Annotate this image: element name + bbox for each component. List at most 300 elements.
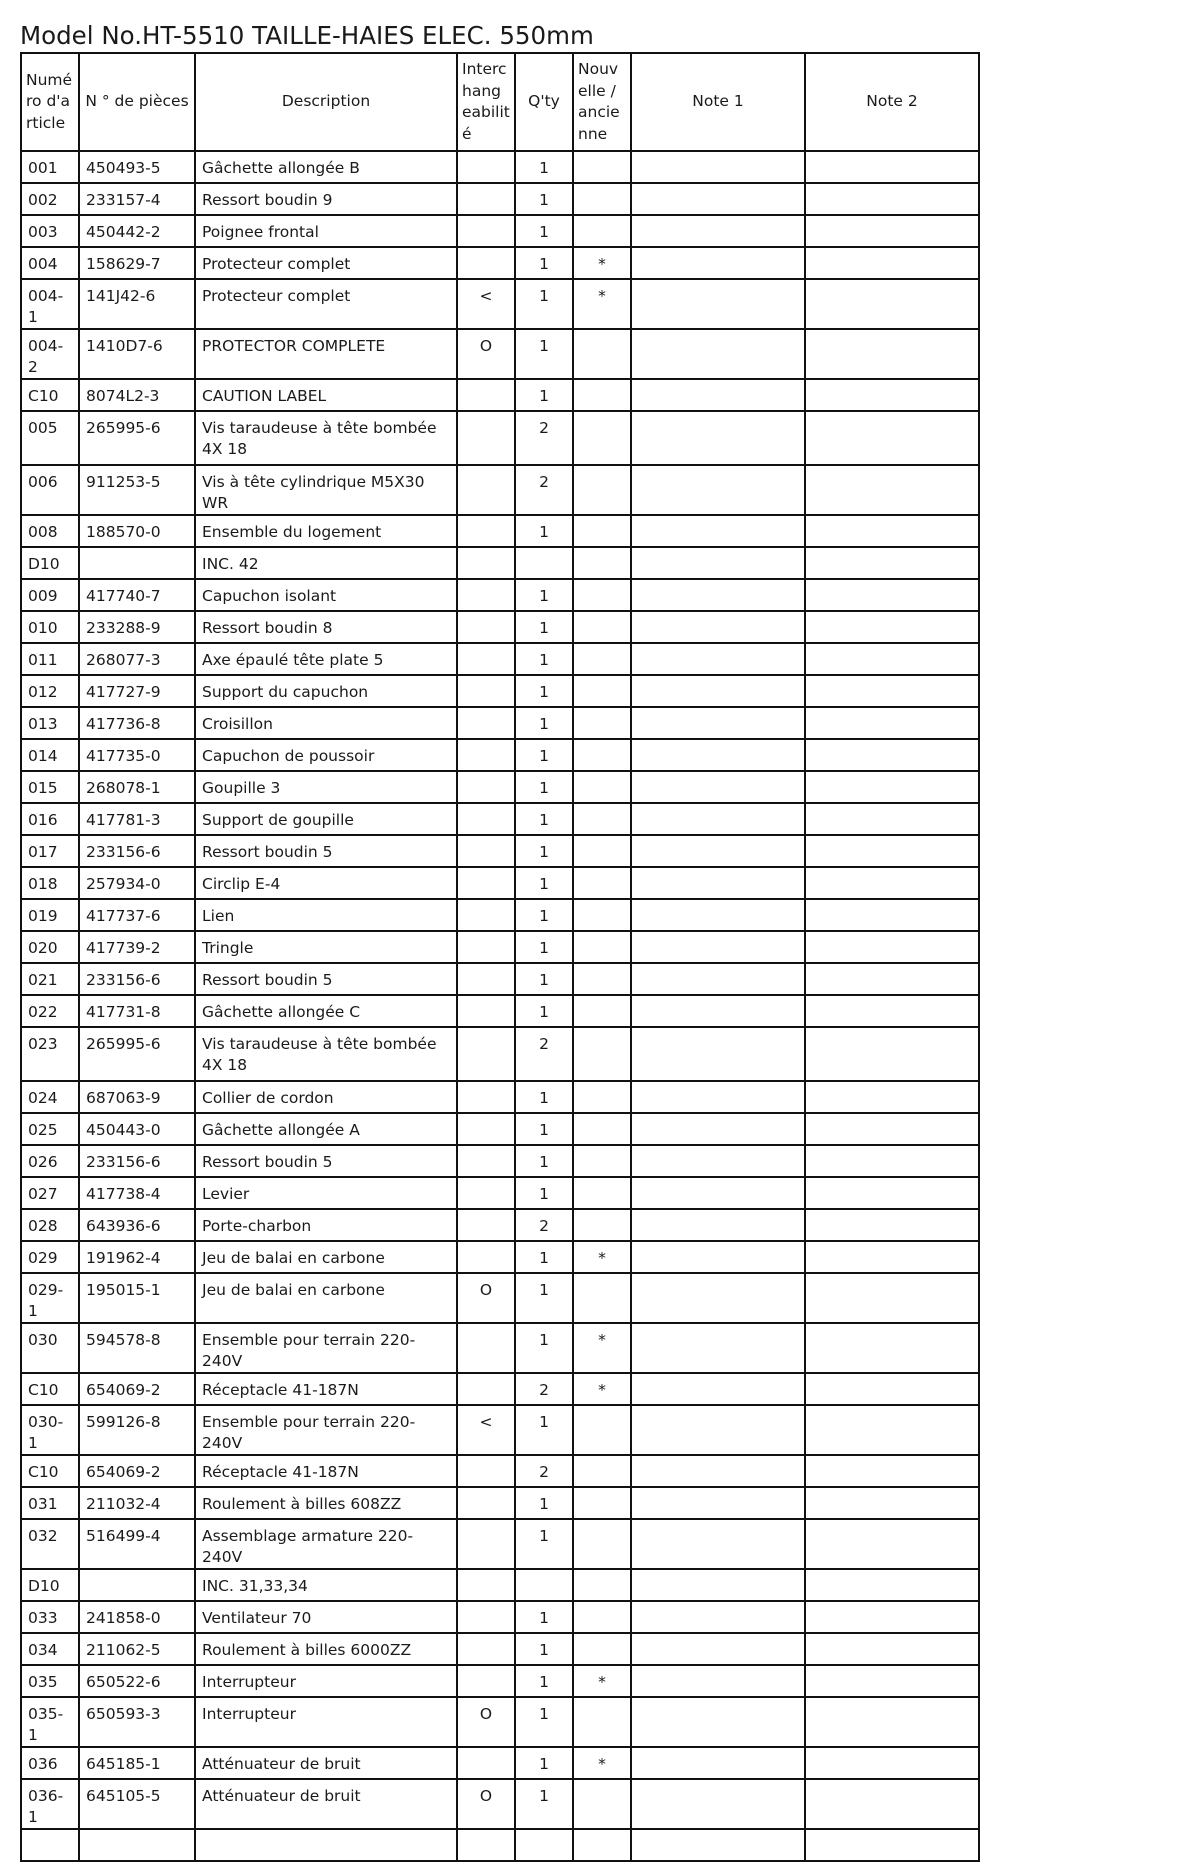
- table-row: [21, 1081, 979, 1113]
- cell-part-no: 687063-9: [79, 1081, 195, 1113]
- cell-qty: 1: [515, 1779, 573, 1829]
- cell-part-no: 417740-7: [79, 579, 195, 611]
- cell-part-no: [79, 1829, 195, 1861]
- cell-interchangeability: [457, 247, 515, 279]
- cell-note1: [631, 1373, 805, 1405]
- cell-item-no: 012: [21, 675, 79, 707]
- cell-description: Atténuateur de bruit: [195, 1747, 457, 1779]
- cell-new-old: [573, 1209, 631, 1241]
- cell-part-no: 450443-0: [79, 1113, 195, 1145]
- cell-item-no: 031: [21, 1487, 79, 1519]
- table-row: [21, 707, 979, 739]
- cell-note2: [805, 1081, 979, 1113]
- cell-new-old: [573, 1273, 631, 1323]
- cell-item-no: 006: [21, 465, 79, 515]
- cell-new-old: [573, 1829, 631, 1861]
- cell-part-no: [79, 547, 195, 579]
- cell-part-no: 268077-3: [79, 643, 195, 675]
- cell-description: Capuchon isolant: [195, 579, 457, 611]
- cell-description: Ensemble du logement: [195, 515, 457, 547]
- cell-qty: 2: [515, 1455, 573, 1487]
- cell-description: Ressort boudin 9: [195, 183, 457, 215]
- cell-note2: [805, 1665, 979, 1697]
- cell-note2: [805, 547, 979, 579]
- cell-note2: [805, 279, 979, 329]
- cell-note2: [805, 1829, 979, 1861]
- cell-note2: [805, 803, 979, 835]
- cell-note1: [631, 465, 805, 515]
- cell-qty: 1: [515, 867, 573, 899]
- cell-note1: [631, 771, 805, 803]
- cell-note2: [805, 1177, 979, 1209]
- cell-new-old: [573, 411, 631, 465]
- table-row: [21, 411, 979, 465]
- cell-interchangeability: [457, 1209, 515, 1241]
- cell-part-no: 654069-2: [79, 1455, 195, 1487]
- cell-interchangeability: [457, 515, 515, 547]
- cell-description: Ensemble pour terrain 220-240V: [195, 1323, 457, 1373]
- col-header-new-old: Nouv elle / ancie nne: [573, 53, 631, 151]
- cell-note1: [631, 151, 805, 183]
- cell-qty: 1: [515, 247, 573, 279]
- cell-note1: [631, 867, 805, 899]
- cell-item-no: 029: [21, 1241, 79, 1273]
- cell-note2: [805, 675, 979, 707]
- table-row: [21, 1145, 979, 1177]
- cell-qty: 1: [515, 183, 573, 215]
- cell-description: Roulement à billes 608ZZ: [195, 1487, 457, 1519]
- table-row: [21, 215, 979, 247]
- cell-note2: [805, 1455, 979, 1487]
- table-row: [21, 899, 979, 931]
- cell-qty: [515, 1569, 573, 1601]
- cell-part-no: 654069-2: [79, 1373, 195, 1405]
- cell-description: Lien: [195, 899, 457, 931]
- cell-interchangeability: [457, 183, 515, 215]
- cell-new-old: [573, 867, 631, 899]
- cell-interchangeability: [457, 411, 515, 465]
- table-row: [21, 329, 979, 379]
- cell-qty: 2: [515, 1373, 573, 1405]
- cell-new-old: [573, 1027, 631, 1081]
- cell-qty: 1: [515, 1113, 573, 1145]
- cell-item-no: 023: [21, 1027, 79, 1081]
- cell-new-old: [573, 931, 631, 963]
- cell-note2: [805, 931, 979, 963]
- cell-item-no: 035-1: [21, 1697, 79, 1747]
- cell-description: Collier de cordon: [195, 1081, 457, 1113]
- cell-qty: 1: [515, 1177, 573, 1209]
- table-row: [21, 1569, 979, 1601]
- cell-new-old: [573, 611, 631, 643]
- cell-note2: [805, 151, 979, 183]
- cell-description: Support de goupille: [195, 803, 457, 835]
- table-row: [21, 1323, 979, 1373]
- cell-note1: [631, 835, 805, 867]
- cell-qty: 1: [515, 835, 573, 867]
- cell-description: INC. 42: [195, 547, 457, 579]
- cell-new-old: [573, 1569, 631, 1601]
- cell-description: Poignee frontal: [195, 215, 457, 247]
- cell-interchangeability: [457, 899, 515, 931]
- cell-note1: [631, 899, 805, 931]
- cell-note1: [631, 675, 805, 707]
- cell-qty: 1: [515, 1633, 573, 1665]
- cell-interchangeability: [457, 1665, 515, 1697]
- cell-part-no: 417727-9: [79, 675, 195, 707]
- cell-note1: [631, 183, 805, 215]
- cell-interchangeability: [457, 739, 515, 771]
- cell-item-no: 018: [21, 867, 79, 899]
- cell-interchangeability: [457, 151, 515, 183]
- table-row: [21, 579, 979, 611]
- table-row: [21, 963, 979, 995]
- cell-part-no: 158629-7: [79, 247, 195, 279]
- cell-note2: [805, 707, 979, 739]
- cell-note2: [805, 1697, 979, 1747]
- cell-note1: [631, 643, 805, 675]
- cell-note2: [805, 867, 979, 899]
- cell-new-old: [573, 771, 631, 803]
- cell-interchangeability: [457, 611, 515, 643]
- cell-interchangeability: [457, 643, 515, 675]
- cell-part-no: 417737-6: [79, 899, 195, 931]
- cell-qty: 1: [515, 1519, 573, 1569]
- cell-part-no: 417731-8: [79, 995, 195, 1027]
- cell-interchangeability: [457, 1829, 515, 1861]
- cell-qty: 1: [515, 931, 573, 963]
- table-row: [21, 835, 979, 867]
- cell-part-no: 141J42-6: [79, 279, 195, 329]
- cell-note1: [631, 411, 805, 465]
- cell-qty: 2: [515, 1027, 573, 1081]
- cell-qty: [515, 547, 573, 579]
- cell-qty: 1: [515, 1487, 573, 1519]
- cell-item-no: 013: [21, 707, 79, 739]
- cell-qty: 1: [515, 995, 573, 1027]
- cell-qty: 2: [515, 1209, 573, 1241]
- cell-qty: 1: [515, 675, 573, 707]
- cell-note2: [805, 1633, 979, 1665]
- cell-interchangeability: O: [457, 1697, 515, 1747]
- cell-note1: [631, 611, 805, 643]
- cell-note1: [631, 1829, 805, 1861]
- cell-qty: 1: [515, 1697, 573, 1747]
- cell-item-no: 030-1: [21, 1405, 79, 1455]
- table-row: [21, 1487, 979, 1519]
- cell-new-old: [573, 739, 631, 771]
- cell-note1: [631, 1665, 805, 1697]
- cell-new-old: [573, 547, 631, 579]
- table-row: [21, 547, 979, 579]
- cell-interchangeability: <: [457, 279, 515, 329]
- cell-item-no: 027: [21, 1177, 79, 1209]
- col-header-note2: Note 2: [805, 53, 979, 151]
- cell-item-no: 020: [21, 931, 79, 963]
- cell-new-old: [573, 1779, 631, 1829]
- cell-note2: [805, 379, 979, 411]
- cell-item-no: 036: [21, 1747, 79, 1779]
- cell-note1: [631, 247, 805, 279]
- cell-description: Jeu de balai en carbone: [195, 1241, 457, 1273]
- cell-description: Réceptacle 41-187N: [195, 1373, 457, 1405]
- cell-part-no: 1410D7-6: [79, 329, 195, 379]
- table-row: [21, 1601, 979, 1633]
- cell-new-old: [573, 215, 631, 247]
- cell-new-old: [573, 1145, 631, 1177]
- cell-new-old: [573, 465, 631, 515]
- cell-description: Ressort boudin 8: [195, 611, 457, 643]
- table-row: [21, 465, 979, 515]
- cell-description: [195, 1829, 457, 1861]
- cell-new-old: [573, 803, 631, 835]
- cell-note1: [631, 803, 805, 835]
- cell-new-old: *: [573, 1323, 631, 1373]
- cell-item-no: 036-1: [21, 1779, 79, 1829]
- cell-part-no: 257934-0: [79, 867, 195, 899]
- cell-note1: [631, 329, 805, 379]
- cell-item-no: 033: [21, 1601, 79, 1633]
- cell-qty: [515, 1829, 573, 1861]
- cell-item-no: C10: [21, 1373, 79, 1405]
- cell-new-old: [573, 1081, 631, 1113]
- cell-note1: [631, 1747, 805, 1779]
- cell-interchangeability: [457, 835, 515, 867]
- cell-note2: [805, 1487, 979, 1519]
- cell-note1: [631, 1601, 805, 1633]
- cell-interchangeability: [457, 1241, 515, 1273]
- cell-note2: [805, 1779, 979, 1829]
- col-header-qty: Q'ty: [515, 53, 573, 151]
- cell-item-no: 004: [21, 247, 79, 279]
- table-row: [21, 1829, 979, 1861]
- cell-note2: [805, 1145, 979, 1177]
- cell-new-old: [573, 675, 631, 707]
- col-header-description: Description: [195, 53, 457, 151]
- cell-description: Ensemble pour terrain 220-240V: [195, 1405, 457, 1455]
- cell-new-old: [573, 183, 631, 215]
- table-row: [21, 931, 979, 963]
- cell-item-no: D10: [21, 1569, 79, 1601]
- cell-new-old: [573, 1601, 631, 1633]
- cell-note2: [805, 739, 979, 771]
- cell-description: Interrupteur: [195, 1665, 457, 1697]
- cell-qty: 1: [515, 279, 573, 329]
- cell-part-no: 417738-4: [79, 1177, 195, 1209]
- cell-note1: [631, 515, 805, 547]
- cell-note1: [631, 739, 805, 771]
- cell-note2: [805, 1747, 979, 1779]
- cell-item-no: 024: [21, 1081, 79, 1113]
- cell-description: Ressort boudin 5: [195, 835, 457, 867]
- cell-new-old: *: [573, 1747, 631, 1779]
- cell-item-no: 035: [21, 1665, 79, 1697]
- cell-note1: [631, 279, 805, 329]
- table-row: [21, 151, 979, 183]
- cell-note2: [805, 1113, 979, 1145]
- cell-note2: [805, 1209, 979, 1241]
- table-row: [21, 247, 979, 279]
- cell-item-no: 026: [21, 1145, 79, 1177]
- cell-part-no: 195015-1: [79, 1273, 195, 1323]
- cell-interchangeability: [457, 771, 515, 803]
- cell-part-no: [79, 1569, 195, 1601]
- cell-item-no: 029-1: [21, 1273, 79, 1323]
- cell-qty: 1: [515, 515, 573, 547]
- cell-note1: [631, 1697, 805, 1747]
- cell-note1: [631, 1209, 805, 1241]
- cell-new-old: [573, 1633, 631, 1665]
- cell-note1: [631, 995, 805, 1027]
- cell-item-no: 028: [21, 1209, 79, 1241]
- cell-interchangeability: [457, 803, 515, 835]
- table-header-row: [21, 53, 979, 151]
- cell-note1: [631, 1113, 805, 1145]
- table-row: [21, 515, 979, 547]
- cell-note2: [805, 1241, 979, 1273]
- table-row: [21, 995, 979, 1027]
- cell-new-old: [573, 899, 631, 931]
- cell-interchangeability: [457, 1569, 515, 1601]
- cell-description: Tringle: [195, 931, 457, 963]
- cell-qty: 1: [515, 1665, 573, 1697]
- cell-description: Réceptacle 41-187N: [195, 1455, 457, 1487]
- cell-interchangeability: [457, 379, 515, 411]
- cell-new-old: [573, 579, 631, 611]
- cell-qty: 1: [515, 1747, 573, 1779]
- cell-qty: 1: [515, 1081, 573, 1113]
- cell-new-old: [573, 151, 631, 183]
- cell-qty: 1: [515, 643, 573, 675]
- cell-note1: [631, 547, 805, 579]
- cell-qty: 1: [515, 379, 573, 411]
- cell-new-old: [573, 995, 631, 1027]
- cell-qty: 1: [515, 611, 573, 643]
- cell-qty: 2: [515, 411, 573, 465]
- cell-new-old: [573, 643, 631, 675]
- cell-note1: [631, 1455, 805, 1487]
- cell-item-no: 005: [21, 411, 79, 465]
- table-row: [21, 1665, 979, 1697]
- cell-part-no: 645105-5: [79, 1779, 195, 1829]
- table-row: [21, 1027, 979, 1081]
- cell-note2: [805, 963, 979, 995]
- col-header-interchangeability: Interc hang eabilit é: [457, 53, 515, 151]
- cell-interchangeability: [457, 1487, 515, 1519]
- cell-new-old: [573, 1519, 631, 1569]
- table-row: [21, 867, 979, 899]
- cell-description: Goupille 3: [195, 771, 457, 803]
- cell-interchangeability: O: [457, 1273, 515, 1323]
- cell-interchangeability: [457, 1747, 515, 1779]
- cell-interchangeability: [457, 547, 515, 579]
- cell-note2: [805, 1519, 979, 1569]
- cell-interchangeability: [457, 1177, 515, 1209]
- cell-part-no: 8074L2-3: [79, 379, 195, 411]
- table-row: [21, 1633, 979, 1665]
- cell-item-no: 015: [21, 771, 79, 803]
- cell-note2: [805, 643, 979, 675]
- cell-item-no: D10: [21, 547, 79, 579]
- cell-interchangeability: <: [457, 1405, 515, 1455]
- cell-note1: [631, 931, 805, 963]
- cell-description: Protecteur complet: [195, 247, 457, 279]
- table-row: [21, 1455, 979, 1487]
- table-row: [21, 1697, 979, 1747]
- cell-part-no: 417781-3: [79, 803, 195, 835]
- cell-qty: 1: [515, 1145, 573, 1177]
- cell-note1: [631, 1569, 805, 1601]
- cell-description: Vis taraudeuse à tête bombée 4X 18: [195, 1027, 457, 1081]
- cell-note2: [805, 899, 979, 931]
- cell-description: Ressort boudin 5: [195, 1145, 457, 1177]
- cell-new-old: [573, 1455, 631, 1487]
- cell-new-old: [573, 329, 631, 379]
- cell-note2: [805, 771, 979, 803]
- cell-item-no: 019: [21, 899, 79, 931]
- cell-description: Capuchon de poussoir: [195, 739, 457, 771]
- cell-note2: [805, 611, 979, 643]
- cell-item-no: C10: [21, 379, 79, 411]
- cell-description: Porte-charbon: [195, 1209, 457, 1241]
- cell-new-old: *: [573, 1665, 631, 1697]
- cell-interchangeability: [457, 1027, 515, 1081]
- cell-part-no: 268078-1: [79, 771, 195, 803]
- cell-note2: [805, 1027, 979, 1081]
- cell-interchangeability: [457, 579, 515, 611]
- cell-description: Support du capuchon: [195, 675, 457, 707]
- cell-note2: [805, 835, 979, 867]
- cell-part-no: 417739-2: [79, 931, 195, 963]
- cell-part-no: 211062-5: [79, 1633, 195, 1665]
- cell-qty: 1: [515, 215, 573, 247]
- cell-item-no: 014: [21, 739, 79, 771]
- cell-part-no: 450493-5: [79, 151, 195, 183]
- cell-item-no: 030: [21, 1323, 79, 1373]
- cell-description: Jeu de balai en carbone: [195, 1273, 457, 1323]
- cell-interchangeability: [457, 1113, 515, 1145]
- table-row: [21, 1405, 979, 1455]
- cell-interchangeability: [457, 215, 515, 247]
- table-row: [21, 1373, 979, 1405]
- cell-item-no: 011: [21, 643, 79, 675]
- cell-item-no: 034: [21, 1633, 79, 1665]
- cell-note2: [805, 1405, 979, 1455]
- cell-part-no: 191962-4: [79, 1241, 195, 1273]
- cell-description: Ventilateur 70: [195, 1601, 457, 1633]
- cell-part-no: 265995-6: [79, 411, 195, 465]
- cell-description: Atténuateur de bruit: [195, 1779, 457, 1829]
- cell-part-no: 188570-0: [79, 515, 195, 547]
- cell-description: Roulement à billes 6000ZZ: [195, 1633, 457, 1665]
- cell-item-no: 004-1: [21, 279, 79, 329]
- cell-description: Axe épaulé tête plate 5: [195, 643, 457, 675]
- cell-note1: [631, 1405, 805, 1455]
- cell-description: Circlip E-4: [195, 867, 457, 899]
- cell-description: Levier: [195, 1177, 457, 1209]
- cell-new-old: [573, 835, 631, 867]
- cell-new-old: [573, 379, 631, 411]
- cell-part-no: 233156-6: [79, 1145, 195, 1177]
- cell-new-old: *: [573, 1373, 631, 1405]
- cell-note2: [805, 247, 979, 279]
- col-header-item-no: Numé ro d'a rticle: [21, 53, 79, 151]
- cell-note1: [631, 1027, 805, 1081]
- cell-qty: 1: [515, 1323, 573, 1373]
- cell-item-no: 004-2: [21, 329, 79, 379]
- cell-part-no: 599126-8: [79, 1405, 195, 1455]
- cell-part-no: 650522-6: [79, 1665, 195, 1697]
